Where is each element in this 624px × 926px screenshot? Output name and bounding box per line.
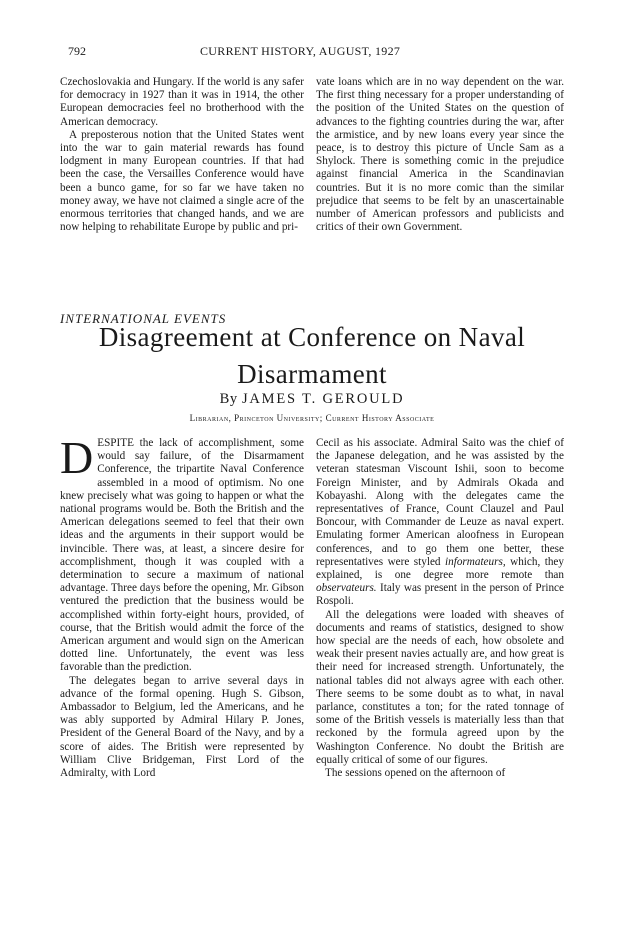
byline-prefix: By (219, 391, 238, 407)
article-title-line-2: Disarmament (237, 359, 387, 389)
paragraph: A preposterous notion that the United States went into the war to gain material rewards has found lodgment in many European countries. If that had been the case, the Versailles Conference would have been a bunco game, for so far we have taken no money away, we have not claimed a single acre of the enormous territories that changed hands, and we are now helping to rehabilitate Europe by public and pri- (60, 128, 304, 234)
paragraph (316, 437, 564, 609)
running-head: CURRENT HISTORY, AUGUST, 1927 (200, 44, 401, 58)
italic-term: observateurs. (316, 582, 377, 595)
paragraph (60, 432, 304, 675)
page-number: 792 (68, 44, 86, 58)
article-title-line-1: Disagreement at Conference on Naval (98, 322, 526, 352)
paragraph: The delegates began to arrive several days in advance of the formal opening. Hugh S. Gibson, Ambassador to Belgium, led the Americans, and he was ably supported by Admiral Hilary P. Jones, President of the General Board of the Navy, and by a score of aides. The British were represented by William Clive Bridgeman, First Lord of the Admiralty, with Lord (60, 674, 304, 780)
text-run: Italy was present in the person of Prince Rospoli. (316, 582, 564, 608)
paragraph-text: ESPITE the lack of accomplishment, some would say failure, of the Disarmament Conference, the tripartite Naval Conference assembled in a mood of optimism. No one knew precisely what was going to happen or what the national programs would be. Both the British and the American delegations seemed to feel that their own ideas and the arguments in their support would be invincible. There was, at least, a sincere desire for accomplishment, though it was coupled with a determination to secure a maximum of national advantage. Three days before the opening, Mr. Gibson ventured the prediction that the business would be accomplished within forty-eight hours, provided, of course, that the British would admit the force of the American argument and would sign on the American dotted line. Unfortunately, the event was less favorable than the prediction. (60, 437, 304, 674)
section-label: INTERNATIONAL EVENTS (60, 311, 227, 326)
byline (60, 391, 564, 408)
text-run: which, they explained, is one degree more remote than (316, 555, 564, 582)
italic-term: informateurs, (445, 555, 506, 568)
drop-cap: D (60, 432, 94, 483)
article-right-column (316, 437, 564, 780)
top-right-column (316, 76, 564, 234)
author-name: JAMES T. GEROULD (241, 391, 405, 407)
author-affiliation: Librarian, Princeton University; Current History Associate (189, 413, 435, 423)
paragraph: Czechoslovakia and Hungary. If the world is any safer for democracy in 1927 than it was in 1914, the other European democracies feel no brotherhood with the American democracy. (60, 76, 304, 128)
paragraph: The sessions opened on the afternoon of (325, 767, 506, 780)
paragraph: vate loans which are in no way dependent on the war. The first thing necessary for a proper understanding of the position of the United States on the question of advances to the fighting countries during the war, after the armistice, and by new loans every year since the peace, is to destroy this picture of Uncle Sam as a Shylock. There is something comic in the prejudice against financial America in the Scandinavian countries. But it is no more comic than the similar prejudice that seems to be felt by an unascertainable number of American professors and publicists and critics of their own Government. (316, 76, 564, 234)
top-left-column (60, 76, 304, 234)
text-run: Cecil as his associate. Admiral Saito was the chief of the Japanese delegation, and he was assisted by the veteran statesman Viscount Ishii, soon to become Foreign Minister, and by Admirals Okada and Kobayashi. Along with the delegates came the representatives of France, Count Clauzel and Paul Boncour, with Commander de Leuze as naval expert. Emulating former American aloofness in European conferences, and to go them one better, these representatives were styled (316, 437, 564, 568)
paragraph: All the delegations were loaded with sheaves of documents and reams of statistics, designed to show how special are the needs of each, how obsolete and weak their present navies actually are, and how great is their need for increased strength. Unfortunately, the national tables did not always agree with each other. There seems to be some doubt as to what, in naval parlance, constitutes a ton; for the rated tonnage of some of the British vessels is materially less than that reckoned by the formula agreed upon by the Washington Conference. No doubt the British are equally critical of some of our figures. (316, 608, 564, 766)
article-left-column (60, 432, 304, 780)
